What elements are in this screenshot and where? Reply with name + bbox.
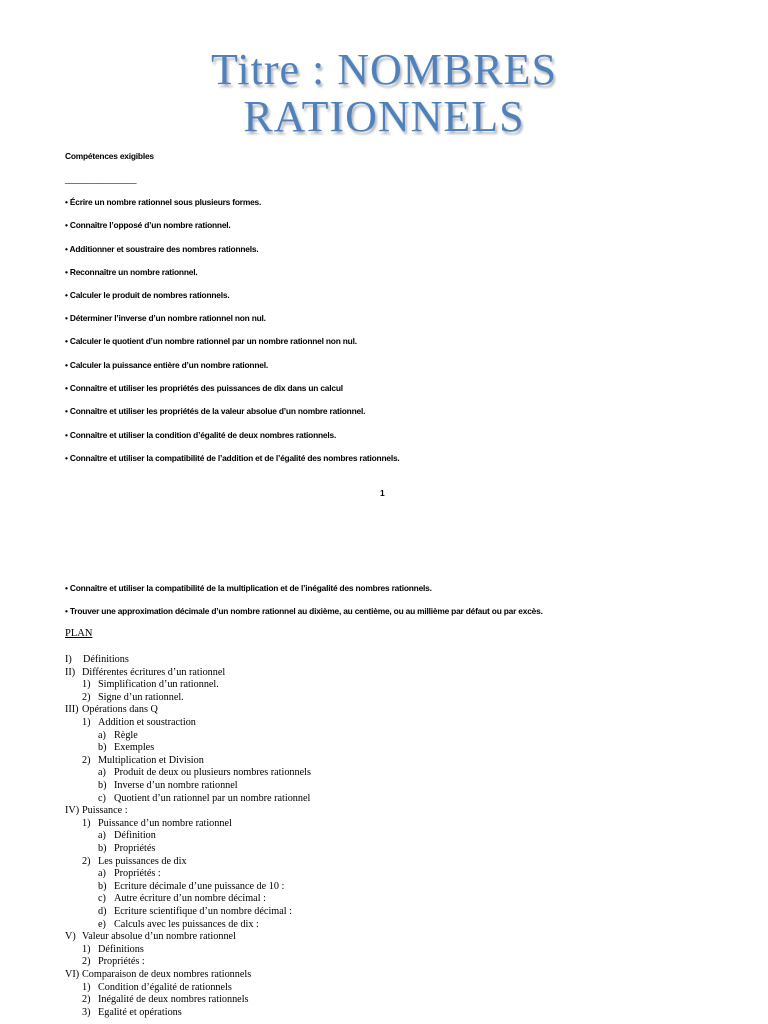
plan-item: II) Différentes écritures d’un rationnel	[65, 666, 226, 678]
competence-item: • Connaître et utiliser la compatibilité de la multiplication et de l’inégalité des nombres rationnels.	[65, 583, 432, 593]
competence-item: • Calculer le produit de nombres rationnels.	[65, 290, 230, 300]
plan-item: 2) Inégalité de deux nombres rationnels	[82, 994, 249, 1006]
competence-item: • Connaître et utiliser la condition d’égalité de deux nombres rationnels.	[65, 430, 337, 440]
competence-item: • Connaître et utiliser les propriétés des puissances de dix dans un calcul	[65, 383, 343, 393]
document-title	[0, 46, 768, 140]
plan-item: e) Calculs avec les puissances de dix :	[98, 918, 259, 930]
plan-item: 3) Egalité et opérations	[82, 1006, 182, 1018]
plan-item: 1) Addition et soustraction	[82, 717, 196, 728]
plan-item: a) Produit de deux ou plusieurs nombres rationnels	[98, 767, 311, 779]
plan-item: a) Propriétés :	[98, 868, 161, 880]
competence-item: • Calculer le quotient d’un nombre rationnel par un nombre rationnel non nul.	[65, 336, 357, 346]
competence-item: • Additionner et soustraire des nombres rationnels.	[65, 244, 259, 254]
plan-item: b) Propriétés	[98, 843, 156, 854]
plan-item: VI) Comparaison de deux nombres rationnels	[65, 969, 252, 980]
title-line-1: Titre : NOMBRES	[211, 45, 557, 94]
competence-item: • Trouver une approximation décimale d’un nombre rationnel au dixième, au centième, ou au millième par défaut ou par excès.	[65, 606, 543, 616]
title-line-2: RATIONNELS	[243, 92, 525, 141]
plan-item: III) Opérations dans Q	[65, 704, 158, 716]
competence-item: • Reconnaître un nombre rationnel.	[65, 267, 198, 277]
competences-heading: Compétences exigibles	[65, 151, 154, 161]
competence-item: • Connaître et utiliser la compatibilité de l’addition et de l’égalité des nombres rationnels.	[65, 453, 400, 463]
plan-item: 1) Puissance d’un nombre rationnel	[82, 817, 232, 829]
competence-item: • Connaître et utiliser les propriétés de la valeur absolue d’un nombre rationnel.	[65, 406, 366, 416]
plan-item: c) Quotient d’un rationnel par un nombre rationnel	[98, 792, 311, 804]
plan-item: IV) Puissance :	[65, 805, 128, 817]
page-number: 1	[380, 488, 385, 498]
plan-item: a) Définition	[98, 830, 156, 842]
plan-item: b) Ecriture décimale d’une puissance de 10 :	[98, 880, 285, 892]
competence-item: • Déterminer l’inverse d’un nombre rationnel non nul.	[65, 313, 266, 323]
plan-item: 1) Simplification d’un rationnel.	[82, 679, 219, 691]
plan-item: V) Valeur absolue d’un nombre rationnel	[65, 931, 236, 943]
plan-item: 1) Définitions	[82, 943, 144, 955]
plan-item: 2) Signe d’un rationnel.	[82, 691, 184, 703]
competence-item: • Connaître l’opposé d’un nombre rationnel.	[65, 220, 231, 230]
plan-item: c) Autre écriture d’un nombre décimal :	[98, 893, 266, 905]
plan-item: I) Définitions	[65, 654, 129, 665]
plan-item: 1) Condition d’égalité de rationnels	[82, 981, 232, 993]
plan-item: a) Règle	[98, 729, 138, 741]
competence-item: • Calculer la puissance entière d’un nombre rationnel.	[65, 360, 268, 370]
plan-item: 2) Multiplication et Division	[82, 754, 204, 766]
plan-item: 2) Les puissances de dix	[82, 855, 187, 867]
plan-item: d) Ecriture scientifique d’un nombre décimal :	[98, 906, 292, 917]
competence-item: • Écrire un nombre rationnel sous plusieurs formes.	[65, 197, 262, 207]
plan-item: b) Exemples	[98, 742, 155, 754]
plan-item: b) Inverse d’un nombre rationnel	[98, 780, 238, 791]
separator-line: ________________	[65, 174, 137, 184]
plan-heading: PLAN	[65, 628, 93, 639]
plan-item: 2) Propriétés :	[82, 956, 145, 968]
